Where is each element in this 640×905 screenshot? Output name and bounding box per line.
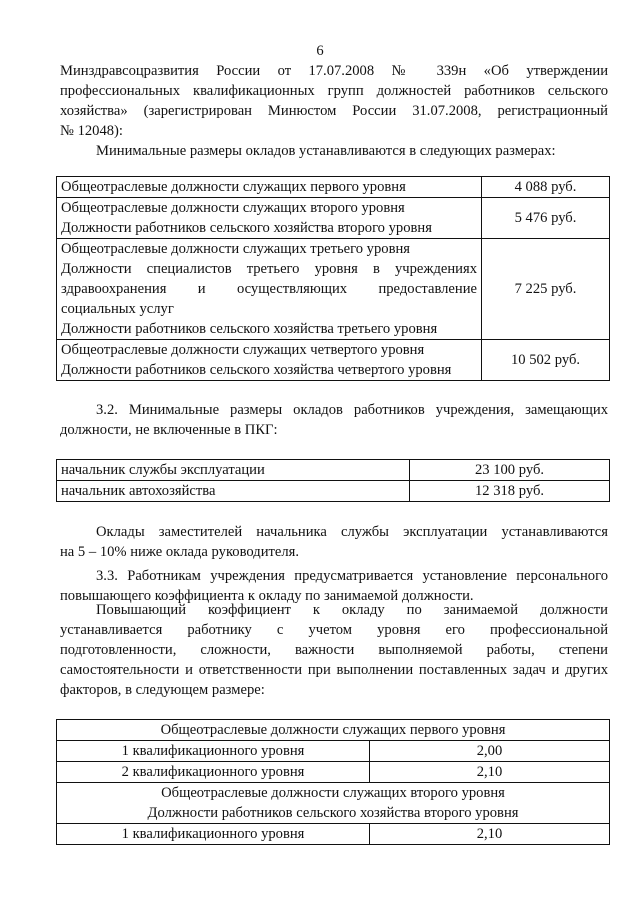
position-line: Должности работников сельского хозяйства четвертого уровня xyxy=(61,362,452,378)
text-line: факторов, в следующем размере: xyxy=(60,682,265,698)
salary-cell: 4 088 руб. xyxy=(482,177,610,198)
position-line: Общеотраслевые должности служащих четвертого уровня xyxy=(61,342,425,358)
coefficient-cell: 2,10 xyxy=(370,824,610,845)
text-line: должности, не включенные в ПКГ: xyxy=(60,422,278,438)
text-line: Минимальные размеры окладов устанавливаются в следующих размерах: xyxy=(96,143,556,159)
table-row xyxy=(57,762,610,783)
position-line: Должности работников сельского хозяйства второго уровня xyxy=(61,220,432,236)
text-line: профессиональных квалификационных групп должностей работников сельского xyxy=(60,83,608,99)
text-line: подготовленности, сложности, важности выполняемой работы, степени xyxy=(60,642,608,658)
group-header-cell xyxy=(57,783,610,824)
text-line: 3.3. Работникам учреждения предусматривается установление персонального xyxy=(96,568,608,584)
text-line: на 5 – 10% ниже оклада руководителя. xyxy=(60,544,300,560)
coefficient-paragraph xyxy=(60,600,608,700)
position-line: Общеотраслевые должности служащих третьего уровня xyxy=(61,241,410,257)
position-cell xyxy=(57,177,482,198)
table-row xyxy=(57,481,610,502)
position-line: социальных услуг xyxy=(61,301,174,317)
text-line: повышающего коэффициента к окладу по занимаемой должности. xyxy=(60,588,474,604)
position-line: Должности специалистов третьего уровня в учреждениях xyxy=(61,261,477,277)
table-row xyxy=(57,340,610,381)
intro-paragraph xyxy=(60,61,608,161)
position-line: Общеотраслевые должности служащих первого уровня xyxy=(61,179,406,195)
position-line: Должности работников сельского хозяйства третьего уровня xyxy=(61,321,438,337)
salary-cell: 23 100 руб. xyxy=(410,460,610,481)
salary-table xyxy=(56,176,610,381)
text-line: Повышающий коэффициент к окладу по занимаемой должности xyxy=(96,602,608,618)
text-line: хозяйства» (зарегистрирован Минюстом России 31.07.2008, регистрационный xyxy=(60,103,608,119)
text-line: устанавливается работнику с учетом уровня его профессиональной xyxy=(60,622,608,638)
position-line: здравоохранения и осуществляющих предоставление xyxy=(61,281,477,297)
position-cell xyxy=(57,340,482,381)
table-row xyxy=(57,177,610,198)
position-cell xyxy=(57,198,482,239)
salary-cell: 12 318 руб. xyxy=(410,481,610,502)
text-line: Оклады заместителей начальника службы эксплуатации устанавливаются xyxy=(96,524,608,540)
deputies-paragraph xyxy=(60,522,608,562)
table-header-row xyxy=(57,720,610,741)
table-row xyxy=(57,741,610,762)
table-row xyxy=(57,239,610,340)
level-cell: 1 квалификационного уровня xyxy=(57,824,370,845)
position-cell: начальник службы эксплуатации xyxy=(57,460,410,481)
table-row xyxy=(57,824,610,845)
group-header-line: Общеотраслевые должности служащих второго уровня xyxy=(161,785,505,801)
salary-cell: 10 502 руб. xyxy=(482,340,610,381)
page-number: 6 xyxy=(316,43,324,59)
table-header-row xyxy=(57,783,610,824)
level-cell: 2 квалификационного уровня xyxy=(57,762,370,783)
coefficient-cell: 2,00 xyxy=(370,741,610,762)
position-cell xyxy=(57,239,482,340)
group-header-cell: Общеотраслевые должности служащих первого уровня xyxy=(57,720,610,741)
salary-cell: 7 225 руб. xyxy=(482,239,610,340)
coefficient-table xyxy=(56,719,610,845)
text-line: самостоятельности и ответственности при выполнении поставленных задач и других xyxy=(60,662,608,678)
group-header-line: Должности работников сельского хозяйства второго уровня xyxy=(147,805,519,821)
text-line: 3.2. Минимальные размеры окладов работников учреждения, замещающих xyxy=(96,402,608,418)
table-row xyxy=(57,460,610,481)
level-cell: 1 квалификационного уровня xyxy=(57,741,370,762)
position-cell: начальник автохозяйства xyxy=(57,481,410,502)
section-3-2 xyxy=(60,400,608,440)
coefficient-cell: 2,10 xyxy=(370,762,610,783)
text-line: Минздравсоцразвития России от 17.07.2008 № 339н «Об утверждении xyxy=(60,63,608,79)
salary-cell: 5 476 руб. xyxy=(482,198,610,239)
text-line: № 12048): xyxy=(60,123,123,139)
non-pkg-salary-table xyxy=(56,459,610,502)
table-row xyxy=(57,198,610,239)
position-line: Общеотраслевые должности служащих второго уровня xyxy=(61,200,405,216)
